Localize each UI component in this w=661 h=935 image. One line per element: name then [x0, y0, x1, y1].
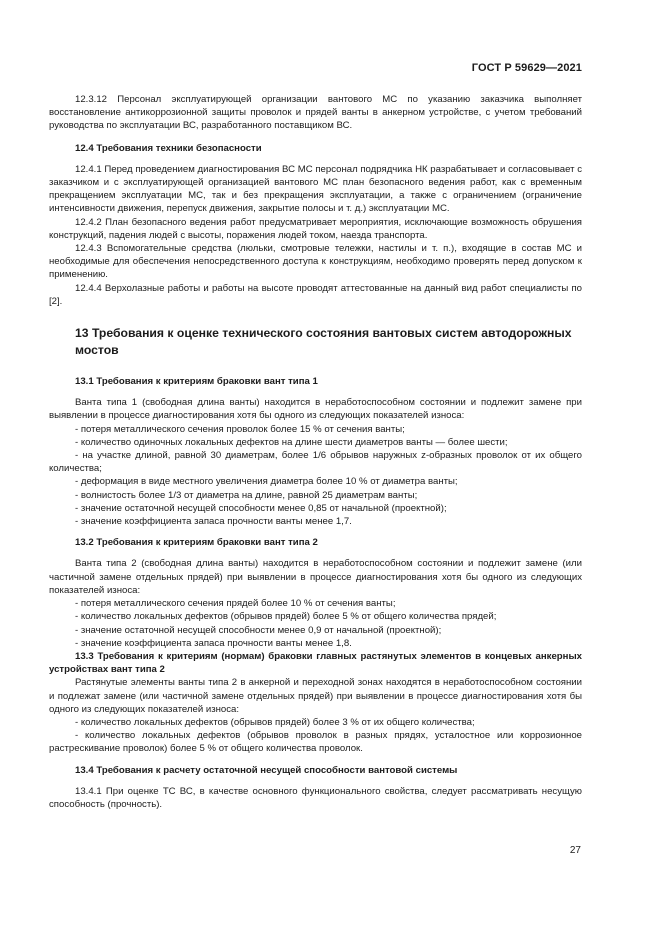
paragraph-12-4-3: 12.4.3 Вспомогательные средства (люльки, смотровые тележки, настилы и т. п.), входящие в состав МС и необходимые для обеспечения непосредственного доступа к конструкциям, необходимо проверять перед допуском к применению. [49, 243, 582, 281]
list-item: - потеря металлического сечения проволок более 15 % от сечения ванты; [75, 423, 405, 435]
list-item: - количество одиночных локальных дефектов на длине шести диаметров ванты — более шести; [75, 436, 508, 448]
heading-12-4: 12.4 Требования техники безопасности [75, 142, 262, 154]
paragraph-12-4-4: 12.4.4 Верхолазные работы и работы на высоте проводят аттестованные на данный вид работ специалисты по [2]. [49, 282, 582, 307]
paragraph-13-1-intro: Ванта типа 1 (свободная длина ванты) находится в неработоспособном состоянии и подлежит замене при выявлении в процессе диагностирования хотя бы одного из следующих показателей износа: [49, 397, 582, 422]
heading-13-3: 13.3 Требования к критериям (нормам) браковки главных растянутых элементов в концевых анкерных устройствах вант типа 2 [49, 650, 582, 676]
section-13-title: 13 Требования к оценке технического состояния вантовых систем автодорожных мостов [75, 326, 572, 357]
page-number: 27 [569, 845, 581, 856]
paragraph-12-3-12: 12.3.12 Персонал эксплуатирующей организации вантового МС по указанию заказчика выполняет восстановление антикоррозионной защиты проволок и прядей ванты в анкерном устройстве, с учетом требований руководства по эксплуатации ВС, разработанного поставщиком ВС. [49, 94, 582, 132]
list-item: - количество локальных дефектов (обрывов прядей) более 3 % от их общего количества; [75, 716, 475, 728]
list-item: - волнистость более 1/3 от диаметра на длине, равной 25 диаметрам ванты; [75, 489, 418, 501]
list-item: - значение коэффициента запаса прочности ванты менее 1,8. [75, 637, 352, 649]
list-item: - значение коэффициента запаса прочности ванты менее 1,7. [75, 516, 352, 528]
paragraph-13-2-intro: Ванта типа 2 (свободная длина ванты) находится в неработоспособном состоянии и подлежит замене (или частичной замене отдельных прядей) при выявлении в процессе диагностирования хотя бы одного из следующих показателей износа: [49, 558, 582, 596]
standard-number: ГОСТ Р 59629—2021 [471, 62, 582, 74]
paragraph-13-4-1: 13.4.1 При оценке ТС ВС, в качестве основного функционального свойства, следует рассматривать несущую способность (прочность). [49, 785, 582, 810]
paragraph-12-4-2: 12.4.2 План безопасного ведения работ предусматривает мероприятия, исключающие возможность обрушения конструкций, падения людей с высоты, поражения людей током, наезда транспорта. [49, 216, 582, 241]
heading-13-1: 13.1 Требования к критериям браковки вант типа 1 [75, 376, 318, 388]
list-item: - на участке длиной, равной 30 диаметрам, более 1/6 обрывов наружных z-образных проволок от их общего количества; [49, 450, 582, 475]
paragraph-13-3-intro: Растянутые элементы ванты типа 2 в анкерной и переходной зонах находятся в неработоспособном состоянии и подлежат замене (или частичной замене отдельных прядей) при выявлении в процессе диагностирования хотя бы одного из следующих показателей износа: [49, 677, 582, 715]
list-item: - потеря металлического сечения прядей более 10 % от сечения ванты; [75, 598, 396, 610]
heading-13-4: 13.4 Требования к расчету остаточной несущей способности вантовой системы [75, 764, 458, 776]
list-item: - значение остаточной несущей способности менее 0,85 от начальной (проектной); [75, 502, 447, 514]
list-item: - количество локальных дефектов (обрывов прядей) более 5 % от общего количества прядей; [75, 611, 497, 623]
list-item: - деформация в виде местного увеличения диаметра более 10 % от диаметра ванты; [75, 476, 458, 488]
paragraph-12-4-1: 12.4.1 Перед проведением диагностирования ВС МС персонал подрядчика НК разрабатывает и согласовывает с заказчиком и с эксплуатирующей организацией вантового МС план безопасного ведения работ, как с временным прекращением эксплуатации МС, так и без прекращения эксплуатации, а также с ограничением (ограничение интенсивности движения, перепуск движения, закрытие полосы и т. д.) эксплуатации МС. [49, 163, 582, 215]
list-item: - значение остаточной несущей способности менее 0,9 от начальной (проектной); [75, 624, 442, 636]
list-item: - количество локальных дефектов (обрывов проволок в разных прядях, усталостное или коррозионное растрескивание проволок) более 5 % от общего количества проволок. [49, 730, 582, 755]
heading-13-2: 13.2 Требования к критериям браковки вант типа 2 [75, 537, 318, 549]
document-body [49, 93, 582, 811]
